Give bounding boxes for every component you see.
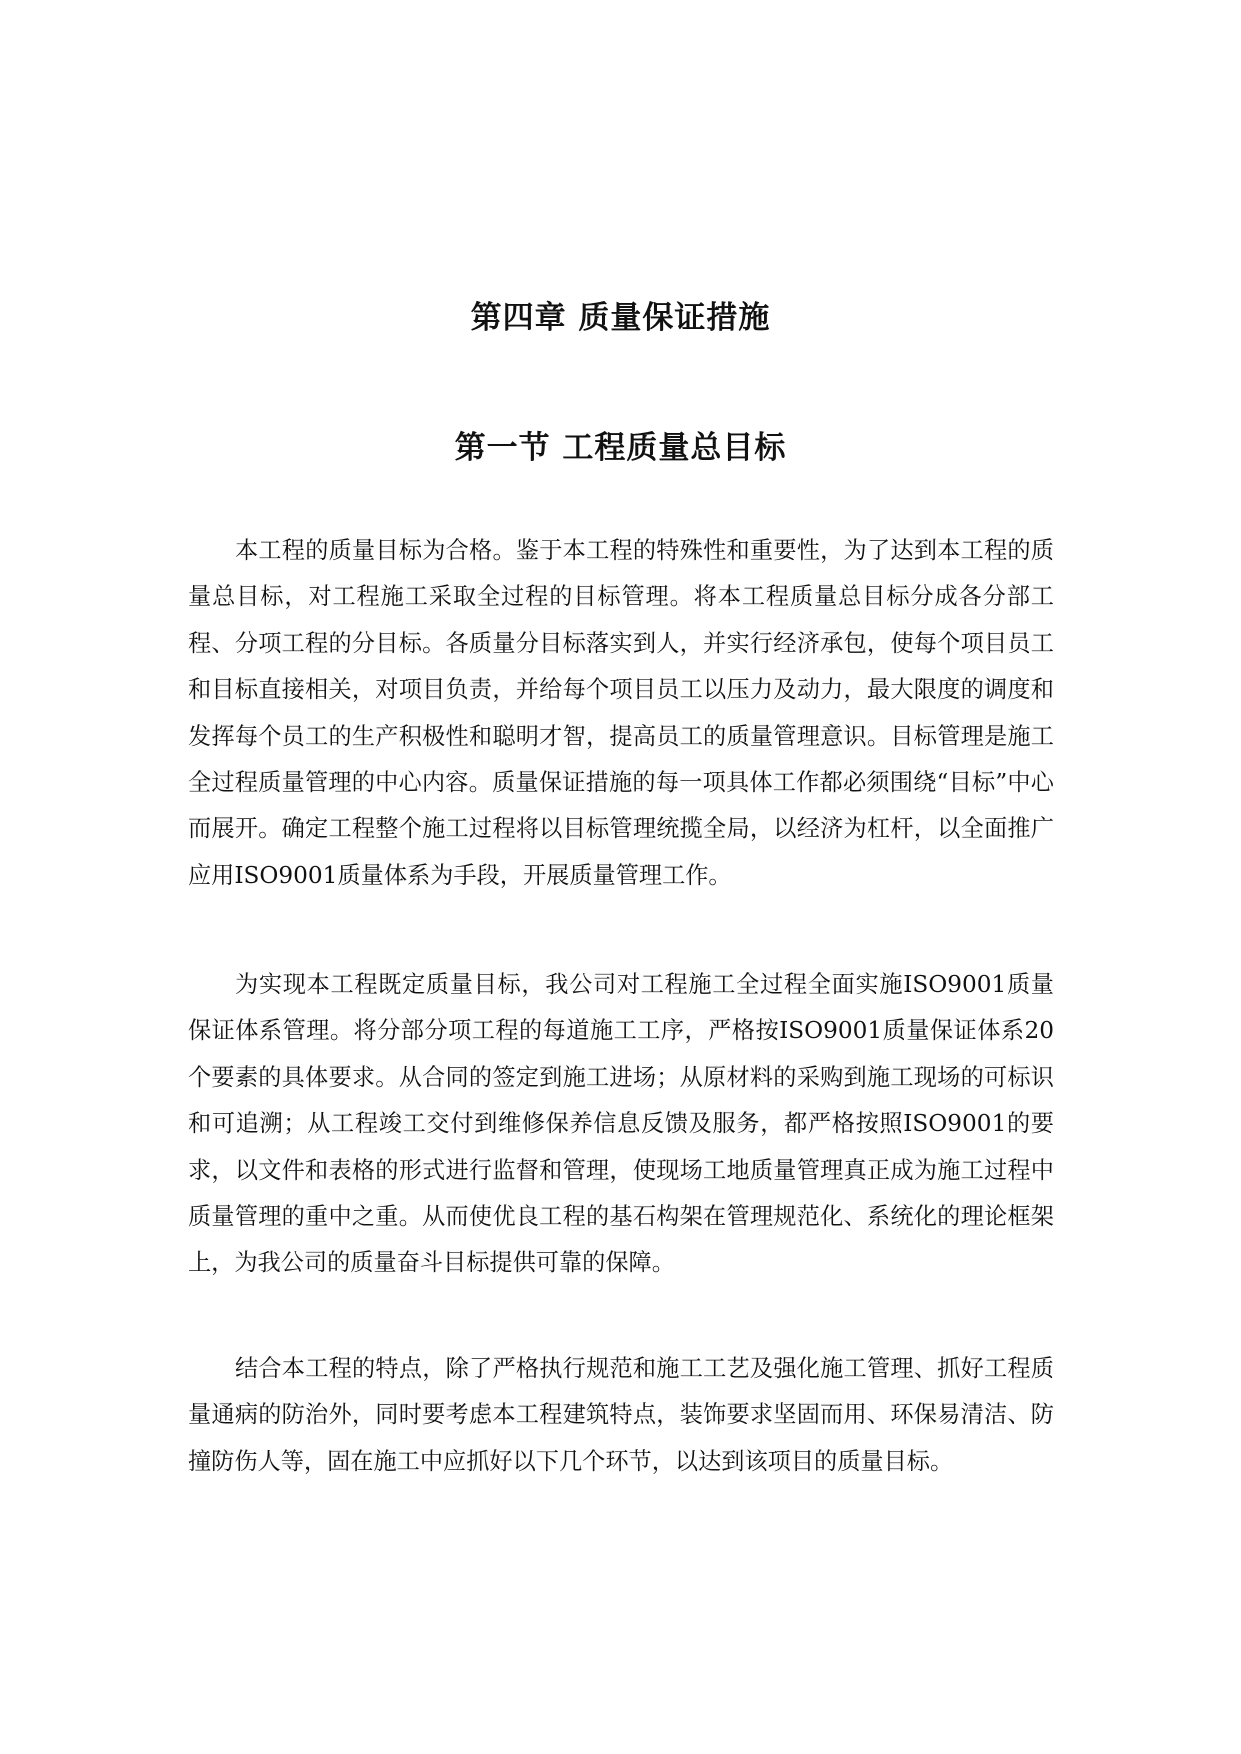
body-paragraph-2: 为实现本工程既定质量目标，我公司对工程施工全过程全面实施ISO9001质量保证体系管理。将分部分项工程的每道施工工序，严格按ISO9001质量保证体系20个要素的具体要求。从合同的签定到施工进场；从原材料的采购到施工现场的可标识和可追溯；从工程竣工交付到维修保养信息反馈及服务，都严格按照ISO9001的要求，以文件和表格的形式进行监督和管理，使现场工地质量管理真正成为施工过程中质量管理的重中之重。从而使优良工程的基石构架在管理规范化、系统化的理论框架上，为我公司的质量奋斗目标提供可靠的保障。 — [188, 971, 1054, 1277]
body-paragraph-1: 本工程的质量目标为合格。鉴于本工程的特殊性和重要性，为了达到本工程的质量总目标，对工程施工采取全过程的目标管理。将本工程质量总目标分成各分部工程、分项工程的分目标。各质量分目标落实到人，并实行经济承包，使每个项目员工和目标直接相关，对项目负责，并给每个项目员工以压力及动力，最大限度的调度和发挥每个员工的生产积极性和聪明才智，提高员工的质量管理意识。目标管理是施工全过程质量管理的中心内容。质量保证措施的每一项具体工作都必须围绕“目标”中心而展开。确定工程整个施工过程将以目标管理统揽全局，以经济为杠杆，以全面推广应用ISO9001质量体系为手段，开展质量管理工作。 — [188, 537, 1054, 889]
body-paragraph-3: 结合本工程的特点，除了严格执行规范和施工工艺及强化施工管理、抓好工程质量通病的防治外，同时要考虑本工程建筑特点，装饰要求坚固而用、环保易清洁、防撞防伤人等，固在施工中应抓好以下几个环节，以达到该项目的质量目标。 — [188, 1355, 1054, 1475]
chapter-title: 第四章 质量保证措施 — [470, 300, 771, 336]
section-title: 第一节 工程质量总目标 — [454, 430, 787, 466]
